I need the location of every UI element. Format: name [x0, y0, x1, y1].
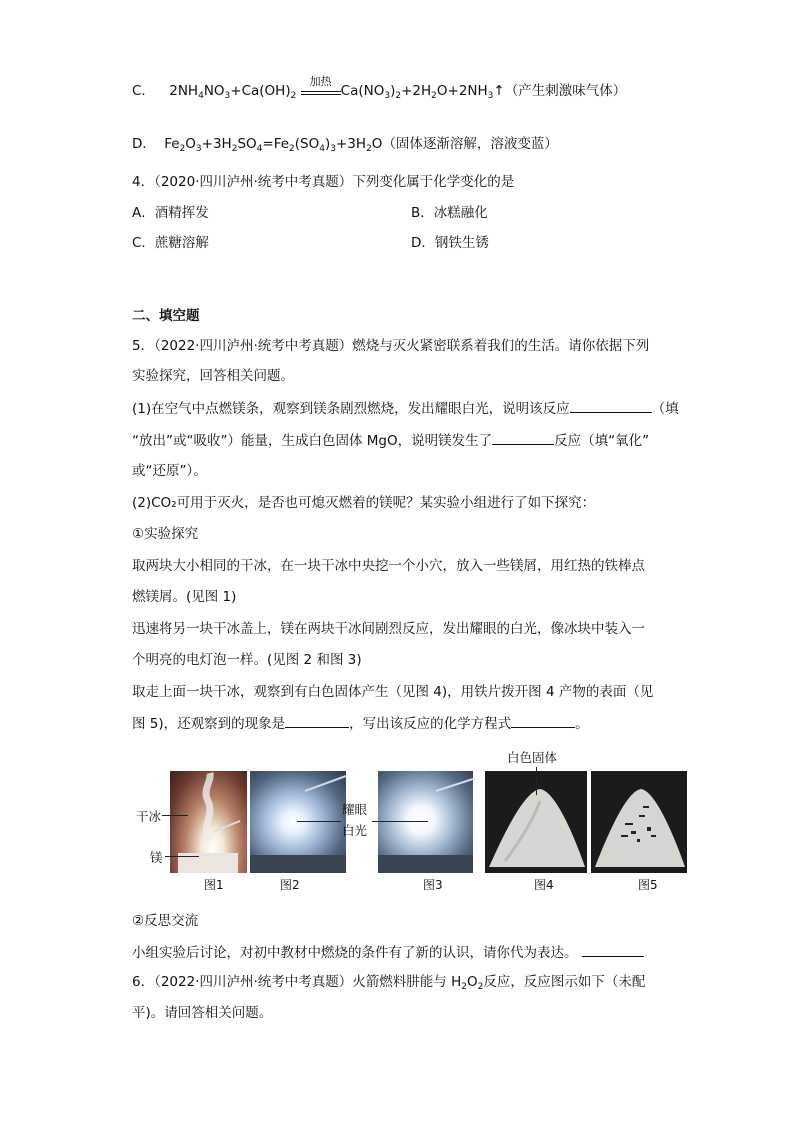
q5-line-14: ②反思交流 [132, 913, 199, 929]
q3-option-c: C． $2NH_4NO_3+Ca(OH)_2$ 加热 $Ca(NO_3)_2+2H_2O+2NH_3↑$（产生刺激味气体） [132, 75, 627, 101]
q5-line-5: 或“还原”）。 [132, 463, 207, 479]
figure-2-photo [250, 771, 346, 873]
section-title: 二、填空题 [132, 308, 200, 324]
smoke-icon [170, 771, 247, 873]
q5-line-8: 取两块大小相同的干冰，在一块干冰中央挖一个小穴，放入一些镁屑，用红热的铁棒点 [132, 558, 645, 574]
q5-line-7: ①实验探究 [132, 526, 199, 542]
glow-icon [250, 771, 346, 873]
q4-option-b: B．冰糕融化 [411, 205, 488, 221]
caption-figure-2: 图2 [280, 878, 300, 892]
q5-line-2: 实验探究，回答相关问题。 [132, 368, 294, 384]
q4-stem: 4．（2020·四川泸州·统考中考真题）下列变化属于化学变化的是 [132, 174, 515, 190]
powder-pile-with-particles-icon [591, 771, 687, 873]
answer-blank[interactable] [492, 430, 554, 445]
q5-line-15: 小组实验后讨论，对初中教材中燃烧的条件有了新的认识，请你代为表达。 [132, 942, 644, 963]
q6-line-1: 6．（2022·四川泸州·统考中考真题）火箭燃料肼能与 $H_2O_2$反应，反应图示如下（未配 [132, 974, 646, 992]
answer-blank[interactable] [511, 713, 575, 728]
q5-line-13: 图 5)，还观察到的现象是 ，写出该反应的化学方程式 。 [132, 713, 589, 734]
q6-line-2: 平)。请回答相关问题。 [132, 1005, 273, 1021]
q5-line-11: 个明亮的电灯泡一样。(见图 2 和图 3) [132, 652, 362, 668]
answer-blank[interactable] [285, 713, 349, 728]
leader-line [297, 821, 341, 822]
caption-figure-5: 图5 [638, 878, 658, 892]
answer-blank[interactable] [582, 942, 644, 957]
figure-3-photo [378, 771, 473, 873]
label-bright-light-2: 白光 [342, 823, 368, 838]
q5-line-12: 取走上面一块干冰，观察到有白色固体产生（见图 4)，用铁片拨开图 4 产物的表面（见 [132, 684, 654, 700]
label-white-solid: 白色固体 [507, 750, 558, 765]
caption-figure-3: 图3 [423, 878, 443, 892]
q4-option-d: D．钢铁生锈 [411, 235, 489, 251]
leader-line [165, 856, 199, 857]
figure-5-photo [591, 771, 687, 873]
reaction-condition-arrow: 加热 [301, 85, 341, 95]
q5-line-6: (2)CO₂可用于灭火，是否也可熄灭燃着的镁呢？某实验小组进行了如下探究： [132, 495, 596, 511]
leader-line [536, 767, 537, 795]
q5-line-1: 5．（2022·四川泸州·统考中考真题）燃烧与灭火紧密联系着我们的生活。请你依据下列 [132, 338, 650, 354]
label-dry-ice: 干冰 [136, 809, 162, 824]
label-magnesium: 镁 [150, 850, 163, 865]
q5-line-10: 迅速将另一块干冰盖上，镁在两块干冰间剧烈反应，发出耀眼的白光，像冰块中装入一 [132, 621, 645, 637]
leader-line [372, 821, 428, 822]
q5-line-9: 燃镁屑。(见图 1) [132, 589, 237, 605]
q5-line-4: “放出”或“吸收”）能量，生成白色固体 MgO，说明镁发生了 反应（填“氧化” [132, 430, 649, 451]
leader-line [162, 815, 188, 816]
glow-icon [378, 771, 473, 873]
answer-blank[interactable] [570, 398, 652, 413]
q4-option-a: A．酒精挥发 [132, 205, 209, 221]
figure-1-photo [170, 771, 247, 873]
label-bright-light-1: 耀眼 [342, 802, 368, 817]
q5-line-3: (1)在空气中点燃镁条，观察到镁条剧烈燃烧，发出耀眼白光，说明该反应 （填 [132, 398, 679, 419]
q3-option-d: D． $Fe_2O_3+3H_2SO_4=Fe_2(SO_4)_3+3H_2O$（固体逐渐溶解，溶液变蓝） [132, 136, 558, 154]
q4-option-c: C．蔗糖溶解 [132, 235, 209, 251]
caption-figure-1: 图1 [204, 878, 224, 892]
caption-figure-4: 图4 [534, 878, 554, 892]
